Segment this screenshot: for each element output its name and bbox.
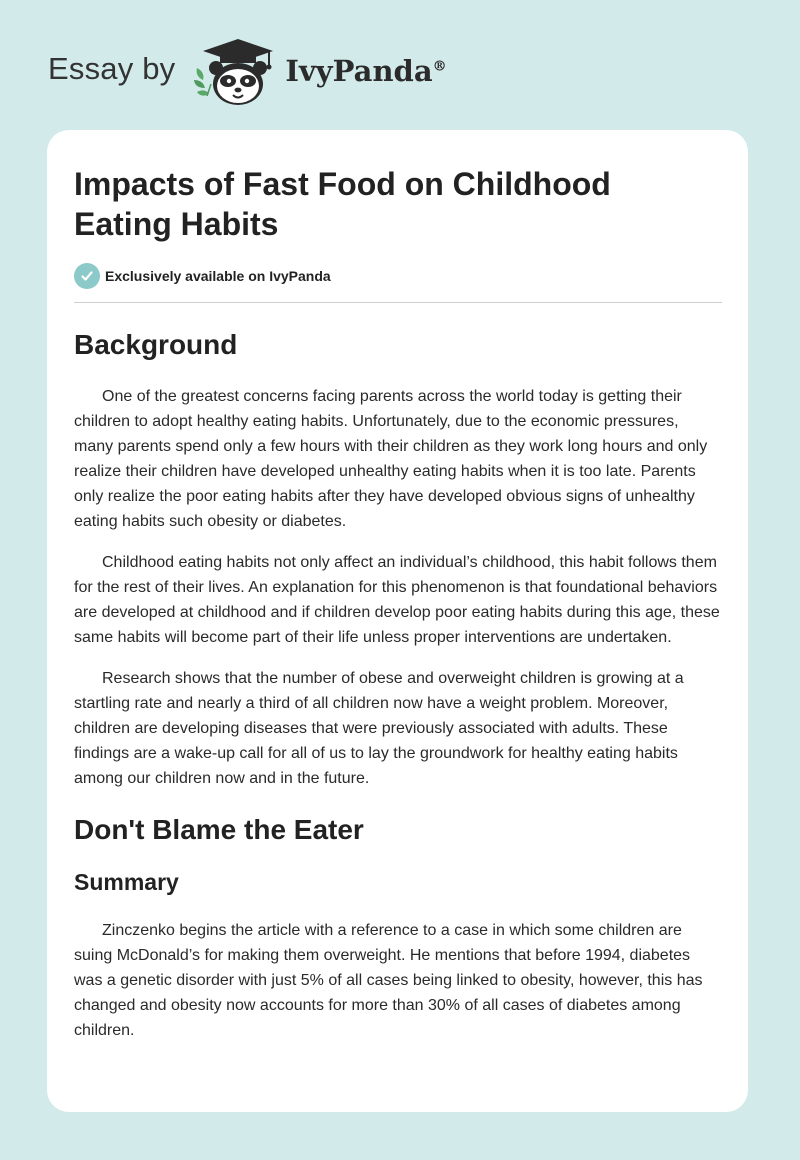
section-heading: Don't Blame the Eater [74, 814, 364, 845]
divider [74, 302, 722, 303]
page-title: Impacts of Fast Food on Childhood Eating Habits [74, 166, 611, 242]
exclusive-label: Exclusively available on IvyPanda [105, 268, 331, 284]
section-dont-blame-the-eater [74, 814, 722, 1043]
essay-card [47, 130, 748, 1112]
check-circle-icon [74, 263, 100, 289]
exclusive-badge [74, 263, 722, 289]
paragraph: Research shows that the number of obese and overweight children is growing at a startling rate and nearly a third of all children now have a weight problem. Moreover, children are developing diseases that were previously associated with adults. These findings are a wake-up call for all of us to lay the groundwork for healthy eating habits among our children now and in the future. [74, 670, 684, 787]
section-heading: Background [74, 329, 238, 360]
brand-prefix: Essay by [48, 51, 176, 86]
paragraph: One of the greatest concerns facing parents across the world today is getting their children to adopt healthy eating habits. Unfortunately, due to the economic pressures, many parents spend only a few hours with their children as they work long hours and only realize their children have developed unhealthy eating habits when it is too late. Parents only realize the poor eating habits after they have developed obvious signs of unhealthy eating habits such obesity or diabetes. [74, 388, 708, 530]
brand-header [48, 36, 447, 108]
brand-name: IvyPanda® [285, 54, 447, 88]
paragraph: Zinczenko begins the article with a reference to a case in which some children are suing McDonald’s for making them overweight. He mentions that before 1994, diabetes was a genetic disorder with just 5% of all cases being linked to obesity, however, this has changed and obesity now accounts for more than 30% of all cases of diabetes among children. [74, 922, 703, 1039]
section-background [74, 329, 722, 791]
panda-graduate-icon [191, 36, 281, 108]
subsection-heading: Summary [74, 869, 179, 895]
paragraph: Childhood eating habits not only affect an individual’s childhood, this habit follows them for the rest of their lives. An explanation for this phenomenon is that foundational behaviors are developed at childhood and if children develop poor eating habits during this age, these same habits will become part of their life unless proper interventions are undertaken. [74, 554, 720, 646]
